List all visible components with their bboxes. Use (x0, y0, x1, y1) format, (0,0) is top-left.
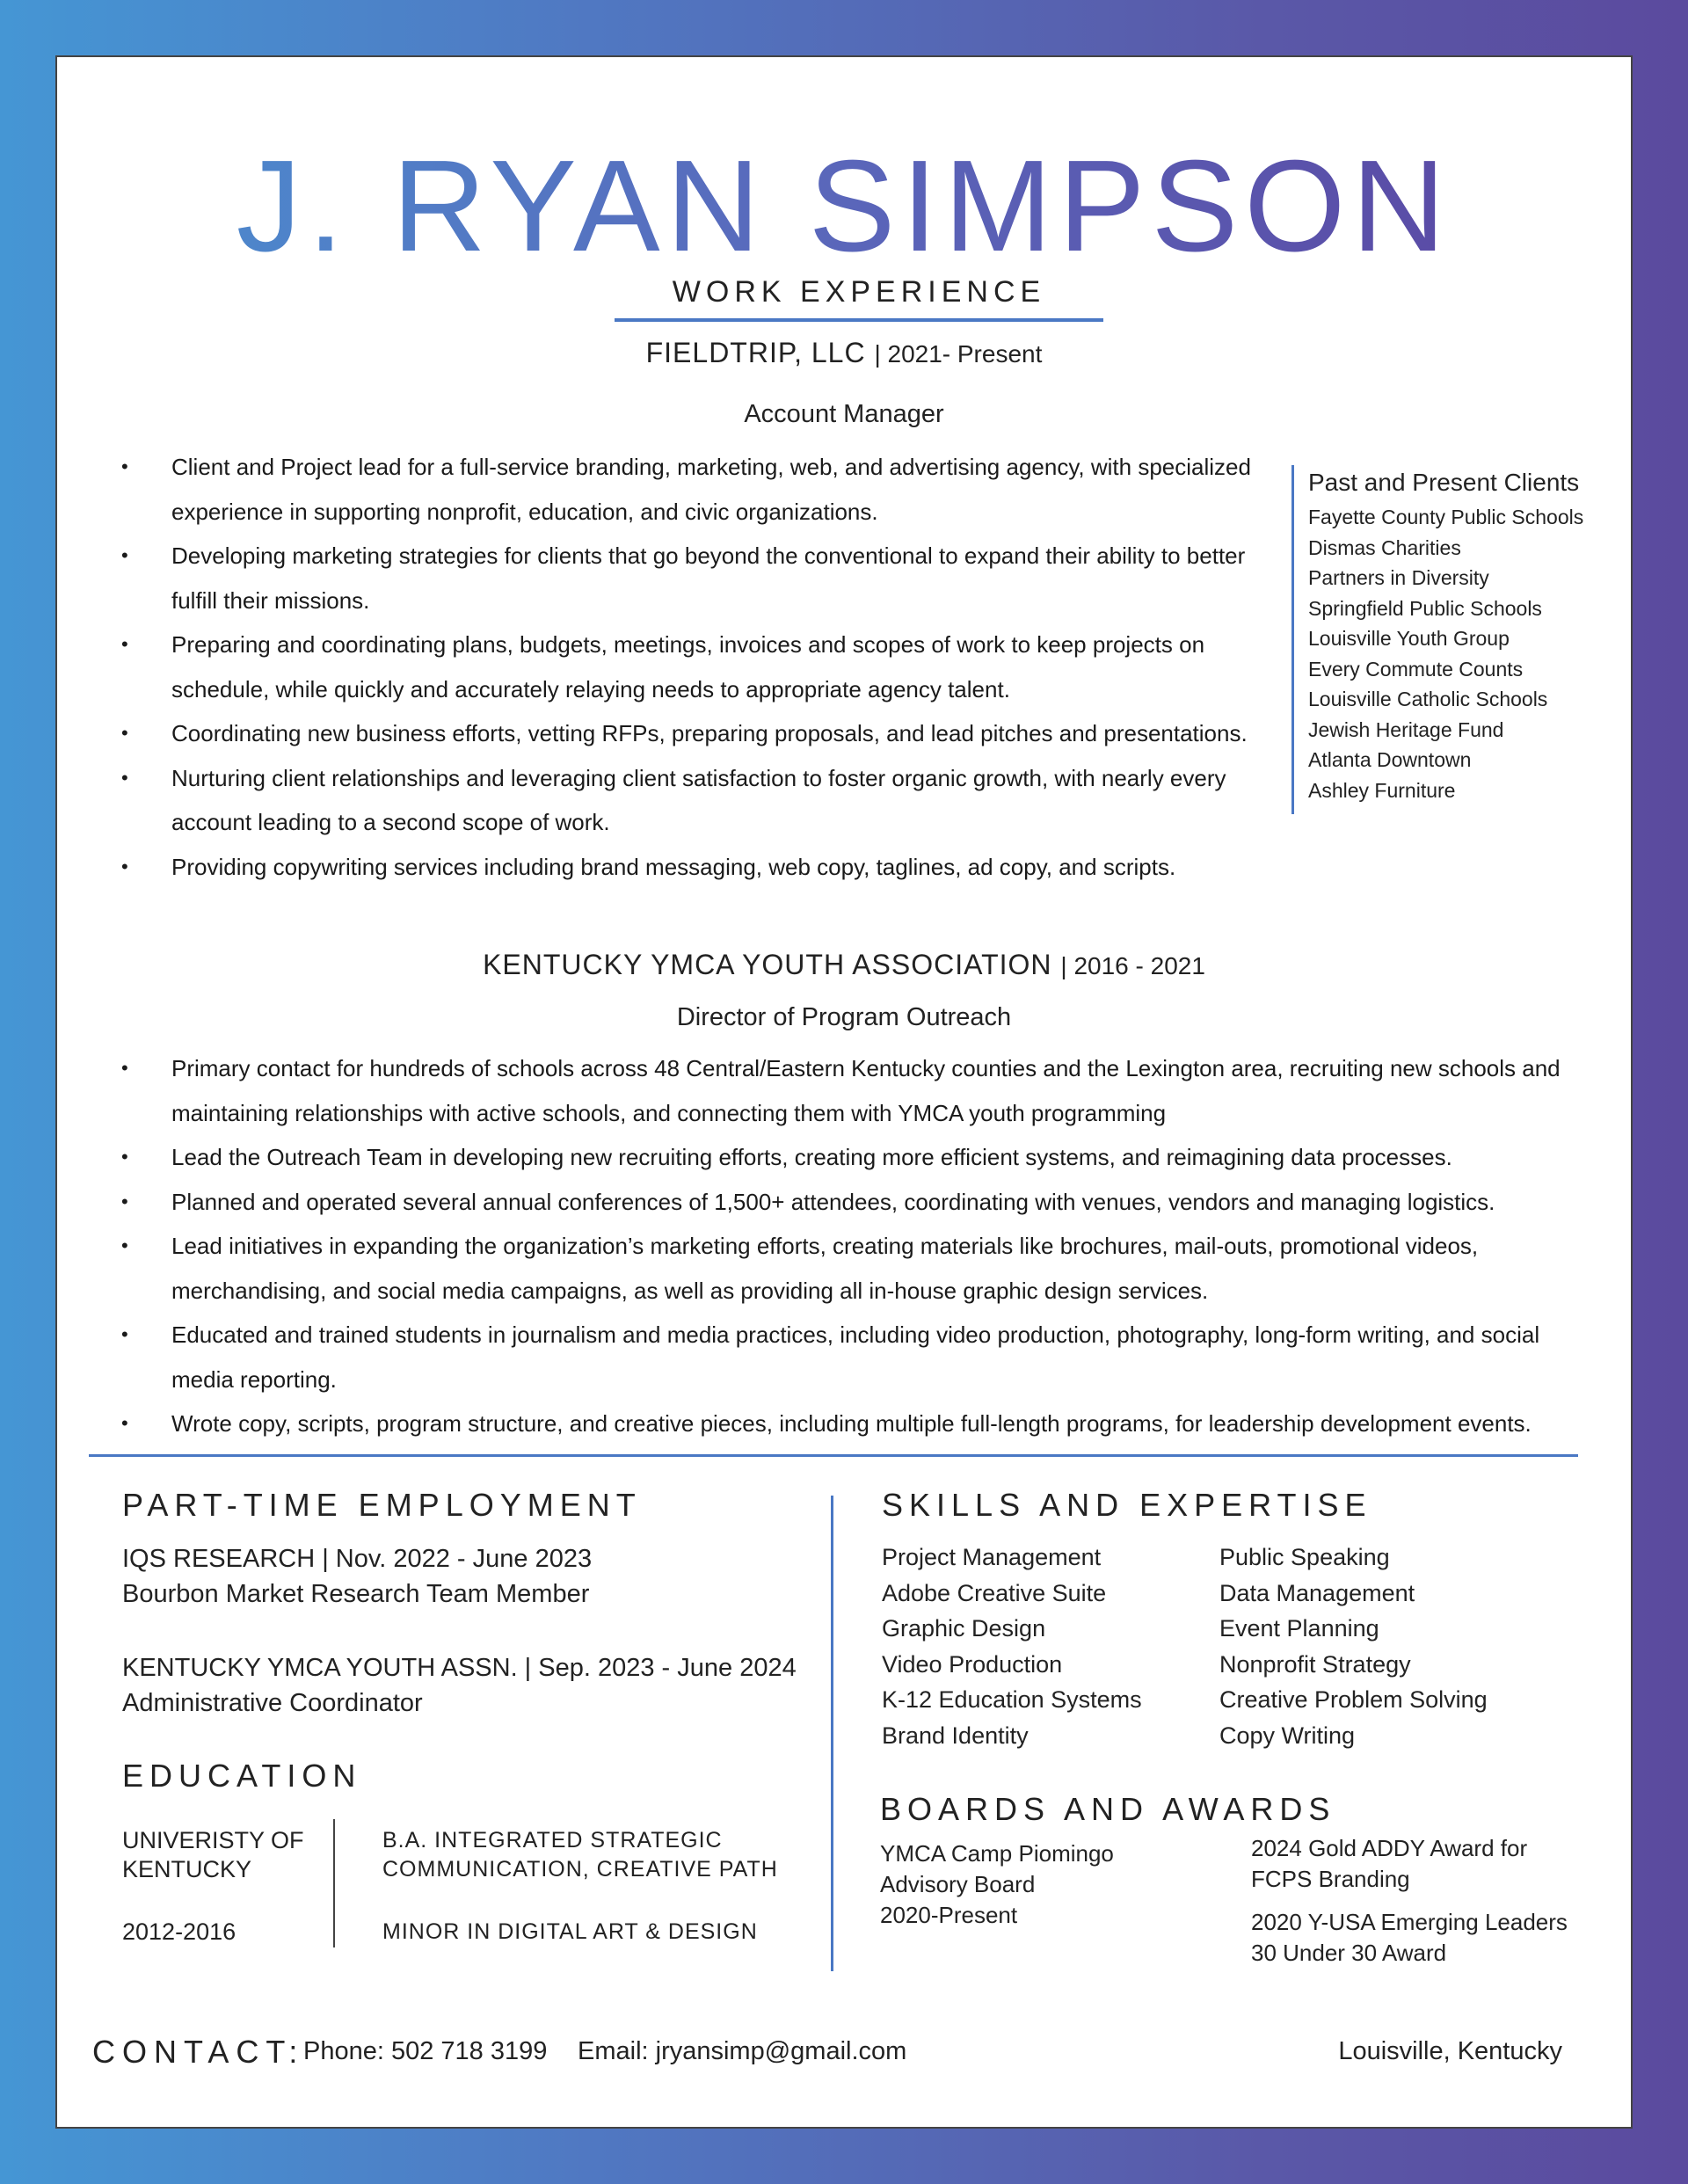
school-name-line: KENTUCKY (122, 1856, 252, 1882)
job-company-line (57, 337, 1631, 369)
award-line: FCPS Branding (1251, 1866, 1410, 1892)
contact-phone: Phone: 502 718 3199 (303, 2037, 548, 2065)
resume-page (55, 55, 1633, 2129)
skill-item: Data Management (1219, 1579, 1415, 1606)
job-bullet-list (57, 1046, 1587, 1446)
part-time-job-line: KENTUCKY YMCA YOUTH ASSN. | Sep. 2023 - June 2024 (122, 1654, 797, 1682)
skill-item: Video Production (882, 1650, 1063, 1678)
part-time-heading: PART-TIME EMPLOYMENT (122, 1487, 642, 1523)
client-item: Partners in Diversity (1308, 566, 1489, 589)
award-entry (1251, 1833, 1527, 1895)
column-divider (831, 1496, 833, 1971)
job-company: FIELDTRIP, LLC (645, 337, 866, 368)
board-line: Advisory Board (880, 1871, 1036, 1897)
part-time-job (122, 1541, 592, 1612)
resume-name: J. RYAN SIMPSON (57, 142, 1631, 272)
job-title: Director of Program Outreach (676, 1003, 1012, 1031)
contact-label: CONTACT: (92, 2034, 305, 2070)
award-entry (1251, 1907, 1568, 1969)
job-bullet: • Primary contact for hundreds of schools across 48 Central/Eastern Kentucky counties and the Lexington area, recruiting new schools and maintaining relationships with active schools, and connecting them with YMCA youth programming (57, 1046, 1587, 1135)
part-time-job-role: Bourbon Market Research Team Member (122, 1580, 590, 1608)
job-bullet: • Planned and operated several annual conferences of 1,500+ attendees, coordinating with venues, vendors and managing logistics. (57, 1180, 1587, 1225)
degree-line: B.A. INTEGRATED STRATEGIC (382, 1828, 723, 1853)
job-bullet: • Educated and trained students in journalism and media practices, including video production, photography, long-form writing, and social media reporting. (57, 1313, 1587, 1401)
job-bullet: • Coordinating new business efforts, vetting RFPs, preparing proposals, and lead pitches and presentations. (57, 711, 1288, 756)
part-time-job-role: Administrative Coordinator (122, 1689, 423, 1717)
clients-heading: Past and Present Clients (1308, 469, 1580, 496)
skill-item: Brand Identity (882, 1722, 1029, 1749)
job-dates: | 2016 - 2021 (1060, 952, 1205, 979)
skill-item: Project Management (882, 1544, 1102, 1570)
contact-email: Email: jryansimp@gmail.com (578, 2037, 907, 2065)
skill-item: Graphic Design (882, 1615, 1046, 1642)
contact-location: Louisville, Kentucky (1338, 2037, 1562, 2065)
skill-item: Nonprofit Strategy (1219, 1650, 1411, 1678)
skills-column (882, 1540, 1142, 1753)
client-item: Louisville Catholic Schools (1308, 688, 1548, 710)
work-experience-heading: WORK EXPERIENCE (615, 275, 1103, 322)
skill-item: K-12 Education Systems (882, 1686, 1142, 1713)
job-bullet: • Wrote copy, scripts, program structure, and creative pieces, including multiple full-length programs, for leadership development events. (57, 1401, 1587, 1446)
section-divider (89, 1454, 1578, 1457)
job-title: Account Manager (744, 400, 944, 428)
skill-item: Adobe Creative Suite (882, 1579, 1107, 1606)
education-minor: MINOR IN DIGITAL ART & DESIGN (382, 1919, 758, 1944)
board-line: 2020-Present (880, 1902, 1018, 1928)
part-time-job (122, 1650, 797, 1721)
client-item: Dismas Charities (1308, 535, 1461, 559)
skill-item: Copy Writing (1219, 1722, 1356, 1749)
job-dates: | 2021- Present (874, 340, 1043, 368)
client-item: Ashley Furniture (1308, 778, 1456, 802)
job-company-line (57, 949, 1631, 981)
clients-panel (1291, 465, 1590, 814)
award-line: 2024 Gold ADDY Award for (1251, 1835, 1528, 1861)
client-item: Jewish Heritage Fund (1308, 717, 1504, 741)
skill-item: Public Speaking (1219, 1544, 1390, 1570)
award-line: 30 Under 30 Award (1251, 1940, 1447, 1966)
education-years: 2012-2016 (122, 1918, 236, 1945)
award-line: 2020 Y-USA Emerging Leaders (1251, 1909, 1568, 1935)
board-line: YMCA Camp Piomingo (880, 1840, 1114, 1867)
degree-line: COMMUNICATION, CREATIVE PATH (382, 1857, 778, 1882)
education-school (122, 1826, 304, 1884)
boards-heading: BOARDS AND AWARDS (880, 1791, 1336, 1827)
client-item: Atlanta Downtown (1308, 748, 1472, 771)
job-bullet: • Nurturing client relationships and leveraging client satisfaction to foster organic growth, with nearly every account leading to a second scope of work. (57, 756, 1288, 845)
job-bullet: • Providing copywriting services including brand messaging, web copy, taglines, ad copy, and scripts. (57, 845, 1288, 890)
job-bullet: • Developing marketing strategies for clients that go beyond the conventional to expand their ability to better fulfill their missions. (57, 534, 1288, 622)
part-time-job-line: IQS RESEARCH | Nov. 2022 - June 2023 (122, 1545, 593, 1573)
skills-column (1219, 1540, 1488, 1753)
board-entry (880, 1838, 1114, 1931)
skill-item: Event Planning (1219, 1615, 1379, 1642)
skill-item: Creative Problem Solving (1219, 1686, 1488, 1713)
education-heading: EDUCATION (122, 1758, 362, 1794)
education-divider (333, 1819, 335, 1947)
job-bullet: • Client and Project lead for a full-service branding, marketing, web, and advertising agency, with specialized experience in supporting nonprofit, education, and civic organizations. (57, 445, 1288, 534)
client-item: Louisville Youth Group (1308, 627, 1510, 650)
skills-heading: SKILLS AND EXPERTISE (882, 1487, 1372, 1523)
job-bullet: • Lead the Outreach Team in developing new recruiting efforts, creating more efficient systems, and reimagining data processes. (57, 1135, 1587, 1180)
school-name-line: UNIVERISTY OF (122, 1827, 304, 1853)
client-item: Springfield Public Schools (1308, 596, 1542, 620)
job-bullet-list (57, 445, 1288, 889)
job-bullet: • Preparing and coordinating plans, budgets, meetings, invoices and scopes of work to keep projects on schedule, while quickly and accurately relaying needs to appropriate agency talent. (57, 622, 1288, 711)
client-item: Every Commute Counts (1308, 657, 1524, 681)
job-bullet: • Lead initiatives in expanding the organization’s marketing efforts, creating materials like brochures, mail-outs, promotional videos, merchandising, and social media campaigns, as well as providing all in-house graphic design services. (57, 1224, 1587, 1313)
client-item: Fayette County Public Schools (1308, 506, 1584, 528)
job-company: KENTUCKY YMCA YOUTH ASSOCIATION (483, 949, 1052, 980)
education-degree (382, 1826, 778, 1884)
